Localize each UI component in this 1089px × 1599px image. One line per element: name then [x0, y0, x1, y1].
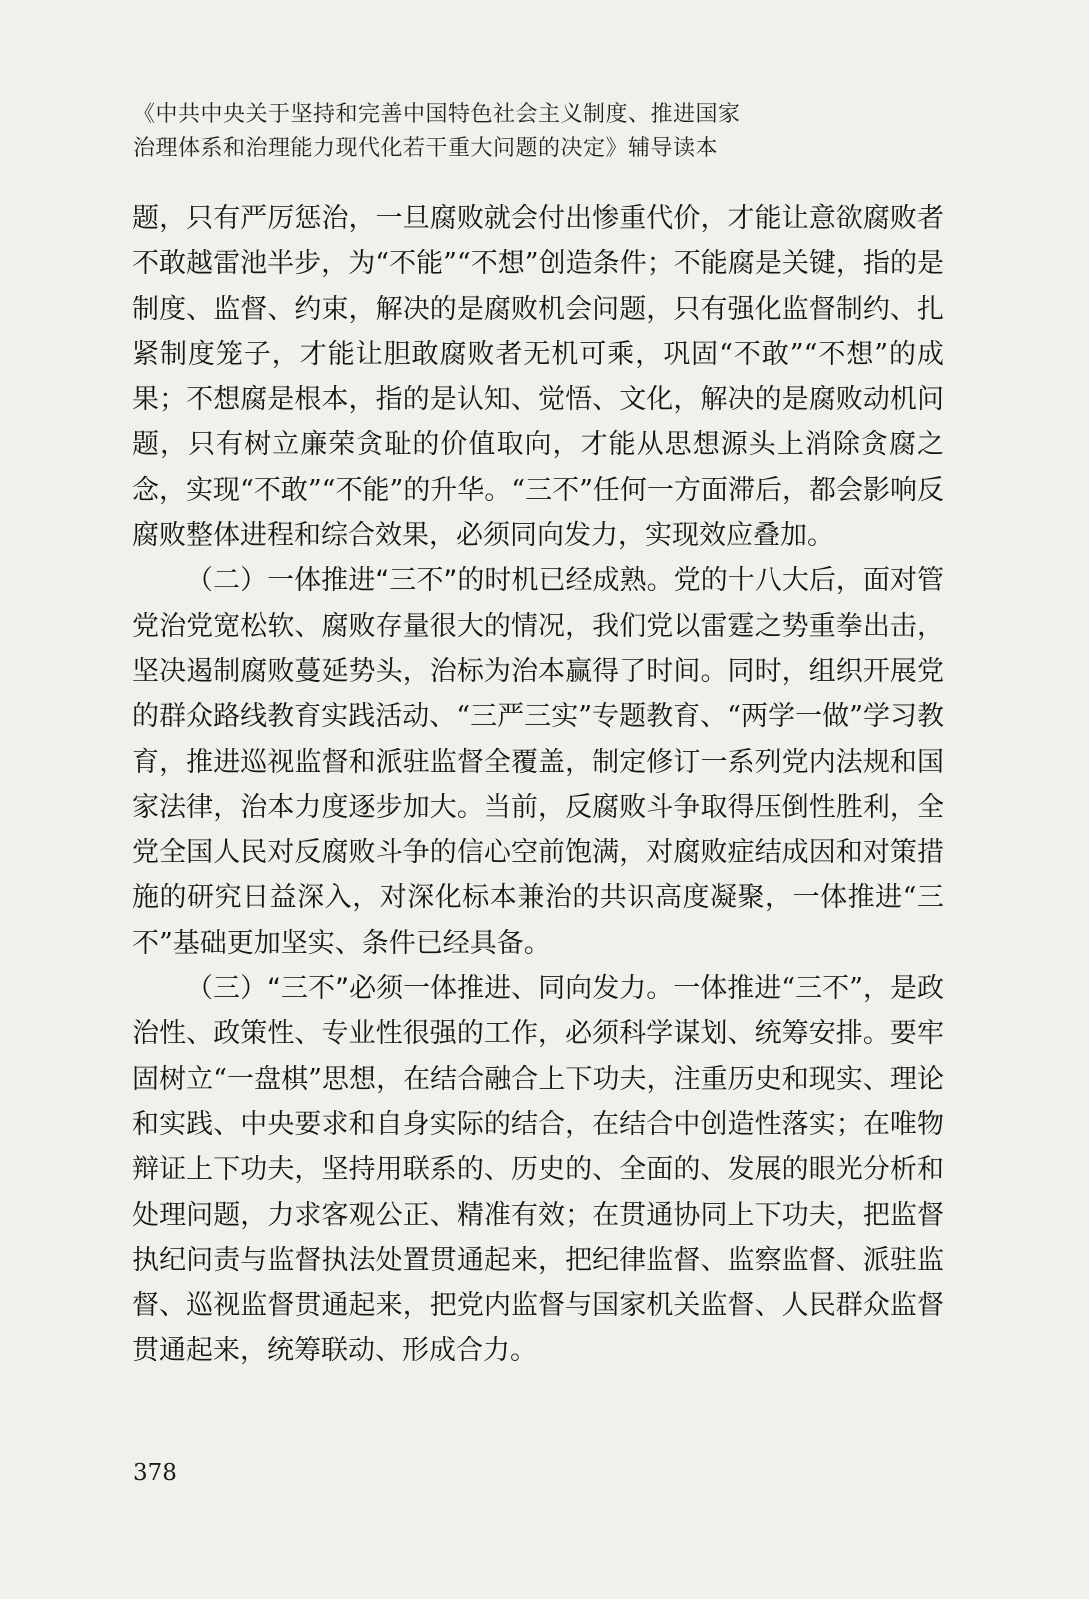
- paragraph-text: 一体推进“三不”，是政治性、政策性、专业性很强的工作，必须科学谋划、统筹安排。要牢固树立“一盘棋”思想，在结合融合上下功夫，注重历史和现实、理论和实践、中央要求和自身实际的结合，在结合中创造性落实；在唯物辩证上下功夫，坚持用联系的、历史的、全面的、发展的眼光分析和处理问题，力求客观公正、精准有效；在贯通协同上下功夫，把监督执纪问责与监督执法处置贯通起来，把纪律监督、监察监督、派驻监督、巡视监督贯通起来，把党内监督与国家机关监督、人民群众监督贯通起来，统筹联动、形成合力。: [132, 973, 944, 1367]
- section-subheading: （三）“三不”必须一体推进、同向发力。: [186, 973, 674, 1005]
- header-line-2: 治理体系和治理能力现代化若干重大问题的决定》辅导读本: [133, 136, 719, 161]
- paragraph-text: 党的十八大后，面对管党治党宽松软、腐败存量很大的情况，我们党以雷霆之势重拳出击，坚决遏制腐败蔓延势头，治标为治本赢得了时间。同时，组织开展党的群众路线教育实践活动、“三严三实”专题教育、“两学一做”学习教育，推进巡视监督和派驻监督全覆盖，制定修订一系列党内法规和国家法律，治本力度逐步加大。当前，反腐败斗争取得压倒性胜利，全党全国人民对反腐败斗争的信心空前饱满，对腐败症结成因和对策措施的研究日益深入，对深化标本兼治的共识高度凝聚，一体推进“三不”基础更加坚实、条件已经具备。: [132, 565, 944, 959]
- body-text: [132, 196, 944, 1374]
- paragraph-section-2: [132, 558, 944, 966]
- paragraph-section-3: [132, 966, 944, 1374]
- paragraph-continuation: [132, 196, 944, 558]
- running-header: [133, 98, 953, 166]
- page-number: 378: [133, 1460, 177, 1486]
- section-subheading: （二）一体推进“三不”的时机已经成熟。: [186, 565, 674, 597]
- header-line-1: 《中共中央关于坚持和完善中国特色社会主义制度、推进国家: [133, 102, 741, 127]
- paragraph-text: 题，只有严厉惩治，一旦腐败就会付出惨重代价，才能让意欲腐败者不敢越雷池半步，为“不能”“不想”创造条件；不能腐是关键，指的是制度、监督、约束，解决的是腐败机会问题，只有强化监督制约、扎紧制度笼子，才能让胆敢腐败者无机可乘，巩固“不敢”“不想”的成果；不想腐是根本，指的是认知、觉悟、文化，解决的是腐败动机问题，只有树立廉荣贪耻的价值取向，才能从思想源头上消除贪腐之念，实现“不敢”“不能”的升华。“三不”任何一方面滞后，都会影响反腐败整体进程和综合效果，必须同向发力，实现效应叠加。: [132, 203, 944, 552]
